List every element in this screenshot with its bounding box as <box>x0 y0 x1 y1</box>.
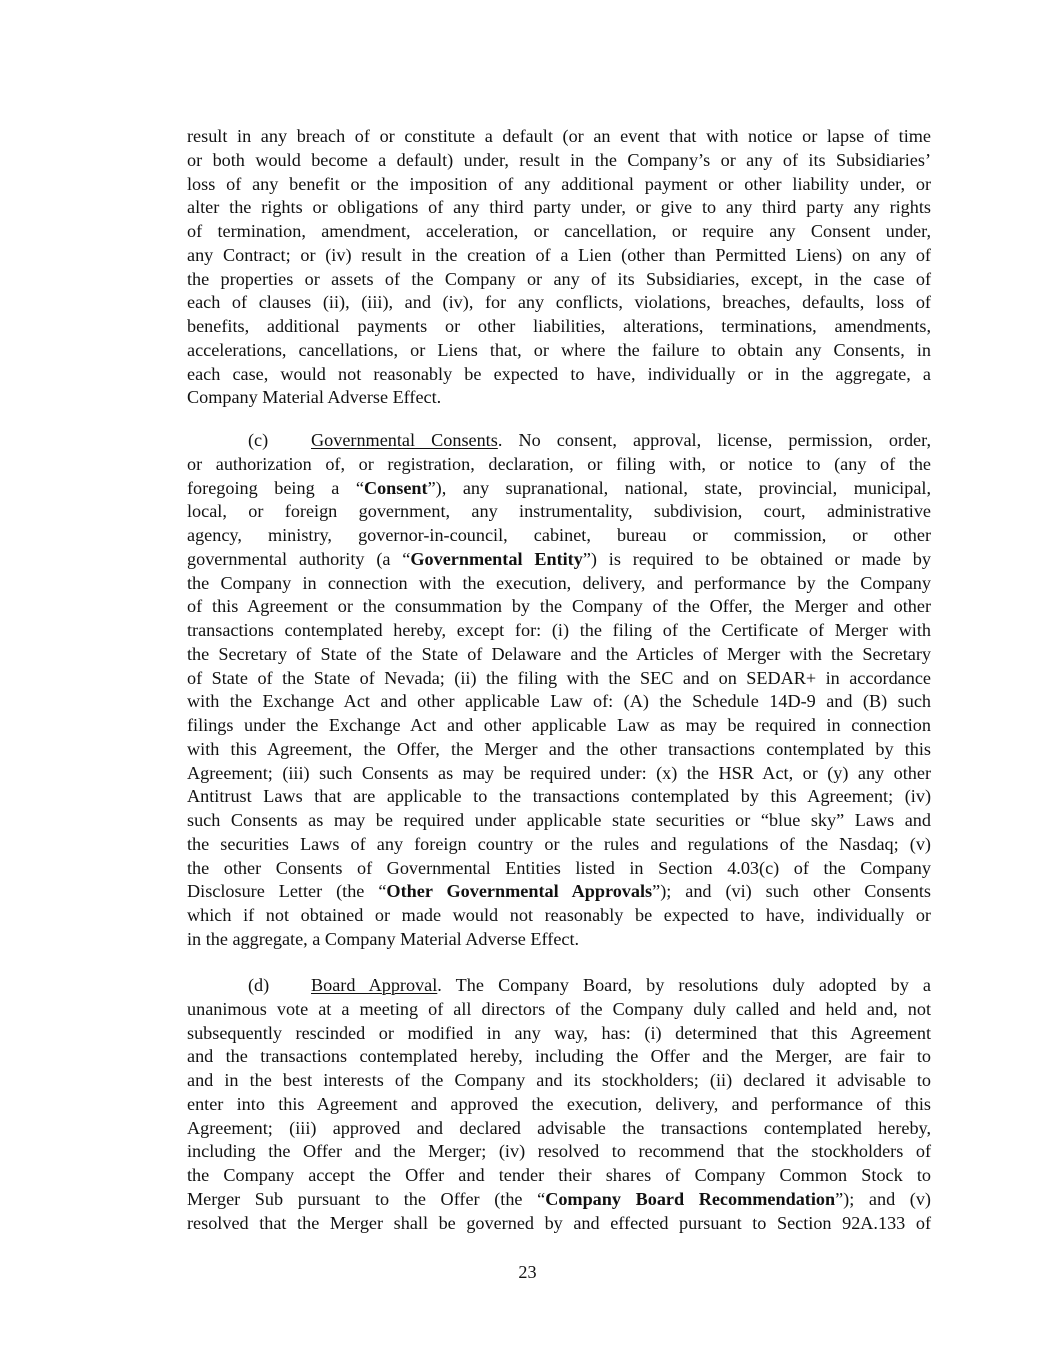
text-run: subsequently rescinded or modified in any way, has: (i) determined that this Agreement <box>187 1022 931 1043</box>
text-line <box>187 595 931 619</box>
text-line <box>187 1117 931 1141</box>
text-line <box>187 173 931 197</box>
text-run: Agreement; (iii) approved and declared advisable the transactions contemplated hereby, <box>187 1117 931 1138</box>
text-line <box>187 738 931 762</box>
text-run: or authorization of, or registration, declaration, or filing with, or notice to (any of the <box>187 453 931 474</box>
defined-term: Other Governmental Approvals <box>386 881 653 902</box>
section-heading: Board Approval <box>311 975 438 995</box>
text-run: of termination, amendment, acceleration, or cancellation, or require any Consent under, <box>187 221 931 241</box>
text-run: result in any breach of or constitute a default (or an event that with notice or lapse of time <box>187 126 931 146</box>
text-run: ”) is required to be obtained or made by <box>582 548 931 569</box>
text-line <box>187 386 931 410</box>
text-line <box>187 880 931 904</box>
text-run: transactions contemplated hereby, except for: (i) the filing of the Certificate of Merger with <box>187 620 931 640</box>
text-line <box>187 762 931 786</box>
text-line <box>187 453 931 477</box>
text-run: and in the best interests of the Company and its stockholders; (ii) declared it advisable to <box>187 1070 931 1090</box>
text-run: ”); and (v) <box>835 1188 931 1209</box>
paragraph-governmental-consents <box>187 429 931 952</box>
text-line <box>187 667 931 691</box>
text-run: Antitrust Laws that are applicable to the transactions contemplated by this Agreement; (iv) <box>187 786 931 807</box>
section-label: (c) <box>248 430 269 450</box>
text-run: ”), any supranational, national, state, provincial, municipal, <box>427 477 931 498</box>
text-line <box>187 339 931 363</box>
text-line <box>187 1188 931 1212</box>
text-run: the Company in connection with the execution, delivery, and performance by the Company <box>187 572 931 593</box>
text-line <box>187 315 931 339</box>
defined-term: Consent <box>363 477 428 498</box>
text-run: foregoing being a “ <box>187 477 364 498</box>
text-run: the Secretary of State of the State of Delaware and the Articles of Merger with the Secretary <box>187 643 931 664</box>
text-line <box>187 196 931 220</box>
defined-term: Governmental Entity <box>410 548 583 569</box>
text-line <box>187 125 931 149</box>
text-run: each case, would not reasonably be expected to have, individually or in the aggregate, a <box>187 363 931 384</box>
text-line <box>187 714 931 738</box>
text-run: enter into this Agreement and approved the execution, delivery, and performance of this <box>187 1093 931 1114</box>
text-line <box>187 1212 931 1236</box>
text-run: Agreement; (iii) such Consents as may be required under: (x) the HSR Act, or (y) any other <box>187 762 931 783</box>
text-run: Company Material Adverse Effect. <box>187 387 442 408</box>
text-run: the other Consents of Governmental Entities listed in Section 4.03(c) of the Company <box>187 857 931 878</box>
text-line <box>187 928 931 952</box>
text-run: Merger Sub pursuant to the Offer (the “ <box>187 1188 546 1209</box>
text-run: governmental authority (a “ <box>187 548 411 569</box>
text-run: agency, ministry, governor-in-council, cabinet, bureau or commission, or other <box>187 525 931 545</box>
defined-term: Company Board Recommendation <box>545 1188 836 1209</box>
text-run: . No consent, approval, license, permission, order, <box>497 430 932 450</box>
text-run: of State of the State of Nevada; (ii) the filing with the SEC and on SEDAR+ in accordance <box>187 667 931 688</box>
text-line <box>187 500 931 524</box>
text-run: such Consents as may be required under applicable state securities or “blue sky” Laws and <box>187 810 931 830</box>
text-run: ”); and (vi) such other Consents <box>652 881 931 902</box>
text-line <box>187 1069 931 1093</box>
text-run: and the transactions contemplated hereby, including the Offer and the Merger, are fair to <box>187 1046 931 1067</box>
text-line <box>187 429 931 453</box>
text-line <box>187 1045 931 1069</box>
section-label: (d) <box>248 975 270 995</box>
text-line <box>187 1140 931 1164</box>
text-line <box>187 244 931 268</box>
text-line <box>187 643 931 667</box>
text-line <box>187 690 931 714</box>
text-line <box>187 904 931 928</box>
text-run: which if not obtained or made would not reasonably be expected to have, individually or <box>187 905 931 925</box>
text-run: with the Exchange Act and other applicable Law of: (A) the Schedule 14D-9 and (B) such <box>187 691 931 712</box>
text-run: with this Agreement, the Offer, the Merger and the other transactions contemplated by this <box>187 738 931 759</box>
text-run: including the Offer and the Merger; (iv) resolved to recommend that the stockholders of <box>187 1141 931 1162</box>
text-run: loss of any benefit or the imposition of any additional payment or other liability under, or <box>187 173 931 194</box>
text-line <box>187 619 931 643</box>
text-line <box>187 363 931 387</box>
text-run: local, or foreign government, any instrumentality, subdivision, court, administrative <box>187 501 931 522</box>
text-line <box>187 220 931 244</box>
text-run: or both would become a default) under, result in the Company’s or any of its Subsidiaries’ <box>187 149 931 170</box>
text-run: accelerations, cancellations, or Liens that, or where the failure to obtain any Consents, in <box>187 339 931 360</box>
text-line <box>187 149 931 173</box>
page-number: 23 <box>518 1262 537 1282</box>
text-line <box>187 974 931 998</box>
text-line <box>187 1093 931 1117</box>
text-line <box>187 785 931 809</box>
paragraph-board-approval <box>187 974 931 1235</box>
section-heading: Governmental Consents <box>311 430 498 450</box>
text-line <box>187 857 931 881</box>
text-run: in the aggregate, a Company Material Adverse Effect. <box>187 928 580 949</box>
text-line <box>187 809 931 833</box>
text-line <box>187 1022 931 1046</box>
text-line <box>187 998 931 1022</box>
text-line <box>187 291 931 315</box>
text-run: the securities Laws of any foreign country or the rules and regulations of the Nasdaq; (v) <box>187 833 931 854</box>
paragraph-continuation <box>187 125 931 410</box>
text-line <box>187 1164 931 1188</box>
text-run: unanimous vote at a meeting of all directors of the Company duly called and held and, not <box>187 998 931 1019</box>
text-run: benefits, additional payments or other liabilities, alterations, terminations, amendments, <box>187 316 931 336</box>
text-run: each of clauses (ii), (iii), and (iv), for any conflicts, violations, breaches, defaults, loss of <box>187 292 931 313</box>
text-line <box>187 268 931 292</box>
text-run: filings under the Exchange Act and other applicable Law as may be required in connection <box>187 715 931 735</box>
text-run: any Contract; or (iv) result in the creation of a Lien (other than Permitted Liens) on any of <box>187 244 931 265</box>
text-run: alter the rights or obligations of any third party under, or give to any third party any rights <box>187 197 931 218</box>
text-line <box>187 572 931 596</box>
text-run: resolved that the Merger shall be governed by and effected pursuant to Section 92A.133 of <box>187 1212 931 1233</box>
text-line <box>187 548 931 572</box>
text-run: . The Company Board, by resolutions duly adopted by a <box>437 975 932 995</box>
text-line <box>187 477 931 501</box>
text-run: of this Agreement or the consummation by the Company of the Offer, the Merger and other <box>187 596 931 617</box>
text-run: the Company accept the Offer and tender their shares of Company Common Stock to <box>187 1165 931 1185</box>
text-line <box>187 524 931 548</box>
text-line <box>187 833 931 857</box>
text-run: Disclosure Letter (the “ <box>187 881 387 902</box>
text-run: the properties or assets of the Company or any of its Subsidiaries, except, in the case of <box>187 268 931 289</box>
